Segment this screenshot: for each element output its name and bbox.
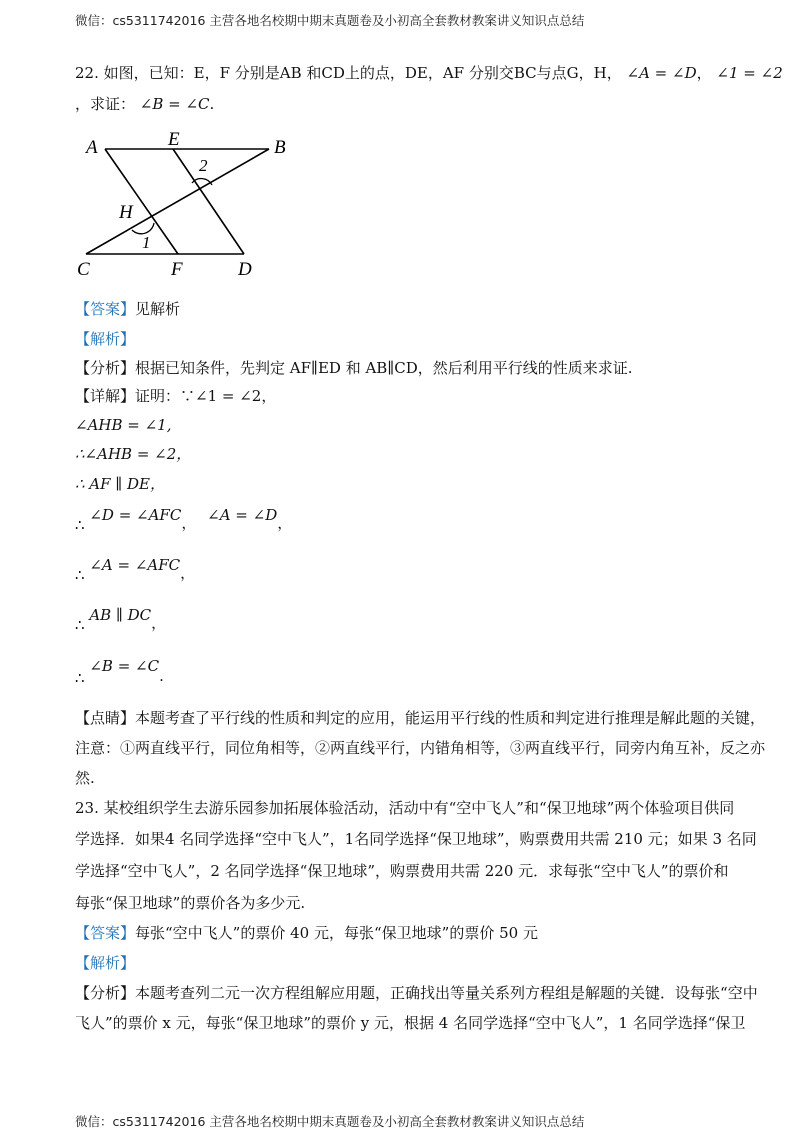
proof-step-2: ∴∠AHB = ∠2， <box>75 445 192 463</box>
step4-end: ， <box>277 514 293 532</box>
step4-math2: ∠A = ∠D <box>207 506 278 524</box>
step5-end: ， <box>180 564 196 582</box>
analysis-tag: 【解析】 <box>75 330 136 348</box>
step7-math: ∠B = ∠C <box>89 657 160 675</box>
step4-math1: ∠D = ∠AFC <box>89 506 182 524</box>
proof-step-4 <box>75 505 293 534</box>
fenxi-tag: 【分析】 <box>75 359 136 377</box>
q22-prove-prefix: ，求证： <box>75 95 136 113</box>
proof-step-7 <box>75 656 164 687</box>
q22-prove-target: ∠B = ∠C <box>139 95 210 113</box>
page-header: 微信：cs5311742016 主营各地名校期中期末真题卷及小初高全套教材教案讲义知识点总结 <box>75 13 585 28</box>
q23-statement-line1: 23. 某校组织学生去游乐园参加拓展体验活动，活动中有“空中飞人”和“保卫地球”两个体验项目供同 <box>75 799 735 817</box>
q22-prove-suffix: . <box>209 95 215 113</box>
q22-dianjing-line1 <box>75 708 765 728</box>
q22-dianjing-line3: 然. <box>75 769 95 787</box>
q22-fenxi <box>75 358 633 378</box>
step5-math: ∠A = ∠AFC <box>89 556 181 574</box>
label-a: A <box>86 137 98 158</box>
proof-step-1: ∠AHB = ∠1, <box>75 416 172 434</box>
fenxi-text-1: 本题考查列二元一次方程组解应用题，正确找出等量关系列方程组是解题的关键．设每张“空中 <box>135 984 758 1002</box>
q23-statement-line4: 每张“保卫地球”的票价各为多少元. <box>75 894 306 912</box>
q22-detail <box>75 386 276 406</box>
fenxi-tag: 【分析】 <box>75 984 136 1002</box>
answer-tag: 【答案】 <box>75 300 136 318</box>
answer-text: 见解析 <box>135 300 181 318</box>
detail-text: 证明：∵∠1 = ∠2， <box>135 387 277 405</box>
step6-end: ， <box>151 614 167 632</box>
proof-step-6 <box>75 605 167 634</box>
q23-fenxi-line1 <box>75 983 758 1003</box>
analysis-tag: 【解析】 <box>75 954 136 972</box>
dianjing-tag: 【点睛】 <box>75 709 136 727</box>
label-e: E <box>168 129 180 150</box>
q23-statement-line3: 学选择“空中飞人”，2 名同学选择“保卫地球”，购票费用共需 220 元．求每张“空中飞人”的票价和 <box>75 862 729 880</box>
q22-answer <box>75 299 180 319</box>
therefore-symbol: ∴ <box>75 566 85 584</box>
proof-step-3: ∴ AF ∥ DE， <box>75 475 165 493</box>
label-f: F <box>171 259 183 280</box>
fenxi-text: 根据已知条件，先判定 AF∥ED 和 AB∥CD，然后利用平行线的性质来求证. <box>135 359 633 377</box>
q22-dianjing-line2: 注意：①两直线平行，同位角相等，②两直线平行，内错角相等，③两直线平行，同旁内角互补，反之亦 <box>75 739 766 757</box>
answer-tag: 【答案】 <box>75 924 136 942</box>
q22-statement-line2 <box>75 94 214 114</box>
proof-step-5 <box>75 555 196 584</box>
label-b: B <box>274 137 286 158</box>
q22-given-angle-1-2: ∠1 = ∠2 <box>716 64 783 82</box>
line-cb <box>86 149 269 254</box>
therefore-symbol: ∴ <box>75 616 85 634</box>
detail-tag: 【详解】 <box>75 387 136 405</box>
line-ed <box>173 149 244 254</box>
answer-text: 每张“空中飞人”的票价 40 元，每张“保卫地球”的票价 50 元 <box>135 924 538 942</box>
therefore-symbol: ∴ <box>75 669 85 687</box>
label-angle-2: 2 <box>199 156 208 175</box>
step6-math: AB ∥ DC <box>89 606 152 624</box>
label-c: C <box>77 259 90 280</box>
q23-fenxi-line2: 飞人”的票价 x 元，每张“保卫地球”的票价 y 元，根据 4 名同学选择“空中飞人”，1 名同学选择“保卫 <box>75 1014 746 1032</box>
therefore-symbol: ∴ <box>75 516 85 534</box>
label-d: D <box>238 259 252 280</box>
q22-given-angle-a-d: ∠A = ∠D <box>626 64 697 82</box>
q22-analysis-heading <box>75 329 135 349</box>
label-angle-1: 1 <box>142 233 151 252</box>
q22-geometry-figure <box>72 128 292 288</box>
q22-text: 22. 如图，已知：E，F 分别是AB 和CD上的点，DE，AF 分别交BC与点G，H， <box>75 64 622 82</box>
page-footer: 微信：cs5311742016 主营各地名校期中期末真题卷及小初高全套教材教案讲义知识点总结 <box>75 1114 585 1129</box>
q23-analysis-heading <box>75 953 135 973</box>
q22-sep: ， <box>696 64 712 82</box>
dianjing-text-1: 本题考查了平行线的性质和判定的应用，能运用平行线的性质和判定进行推理是解此题的关键， <box>135 709 766 727</box>
label-h: H <box>119 202 133 223</box>
step7-end: . <box>159 667 164 685</box>
q23-answer <box>75 923 538 943</box>
q22-statement-line1 <box>75 63 783 83</box>
q23-statement-line2: 学选择．如果4 名同学选择“空中飞人”，1名同学选择“保卫地球”，购票费用共需 210 元；如果 3 名同 <box>75 830 757 848</box>
step4-sep: ， <box>181 514 197 532</box>
